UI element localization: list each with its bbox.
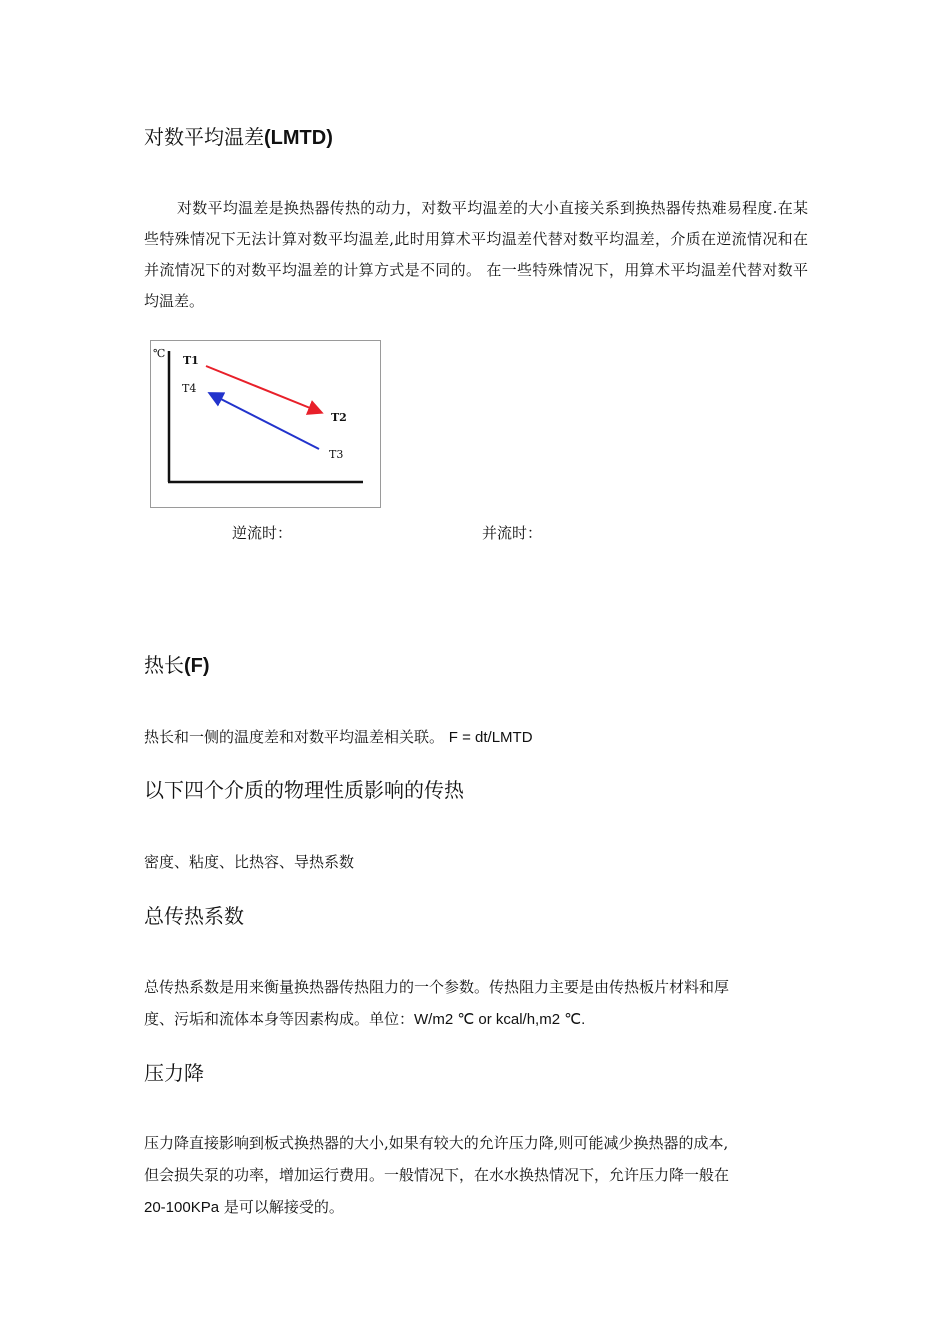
caption-counterflow: 逆流时： <box>232 524 293 542</box>
dp-line-3 <box>144 1197 344 1218</box>
unit-label: ℃ <box>153 347 166 360</box>
lmtd-paragraph: 对数平均温差是换热器传热的动力，对数平均温差的大小直接关系到换热器传热难易程度.在某些特殊情况下无法计算对数平均温差,此时用算术平均温差代替对数平均温差，介质在逆流情况和在并流情况下的对数平均温差的计算方式是不同的。 在一些特殊情况下，用算术平均温差代替对数平均温差。 <box>144 199 808 310</box>
dp-value: 20-100KPa <box>144 1199 220 1216</box>
heading-f <box>144 653 210 678</box>
heading-properties: 以下四个介质的物理性质影响的传热 <box>144 778 464 802</box>
f-formula: F = dt/LMTD <box>448 729 533 746</box>
caption-parallel: 并流时： <box>482 524 543 542</box>
dp-line-2: 但会损失泵的功率，增加运行费用。一般情况下，在水水换热情况下，允许压力降一般在 <box>144 1166 730 1184</box>
f-text-cn: 热长和一侧的温度差和对数平均温差相关联。 <box>144 728 449 746</box>
dp-line-1: 压力降直接影响到板式换热器的大小,如果有较大的允许压力降,则可能减少换热器的成本, <box>144 1134 729 1152</box>
heading-f-cn: 热长 <box>144 653 184 677</box>
cold-stream-line <box>211 394 319 449</box>
heading-u: 总传热系数 <box>144 904 244 928</box>
u-line-2-cn: 度、污垢和流体本身等因素构成。单位： <box>144 1010 415 1028</box>
temperature-diagram-svg <box>151 341 380 507</box>
f-text <box>144 727 533 748</box>
temperature-diagram <box>150 340 381 508</box>
u-line-2 <box>144 1009 585 1030</box>
heading-lmtd-latin: (LMTD) <box>264 127 333 149</box>
label-t2: T2 <box>331 411 347 424</box>
properties-text: 密度、粘度、比热容、导热系数 <box>144 853 355 871</box>
label-t3: T3 <box>329 448 344 461</box>
dp-line-3-cn: 是可以解接受的。 <box>219 1198 344 1216</box>
heading-pressure-drop: 压力降 <box>144 1061 204 1085</box>
label-t4: T4 <box>182 382 197 395</box>
heading-lmtd-cn: 对数平均温差 <box>144 125 264 149</box>
heading-f-latin: (F) <box>184 655 210 677</box>
u-line-1: 总传热系数是用来衡量换热器传热阻力的一个参数。传热阻力主要是由传热板片材料和厚 <box>144 978 730 996</box>
heading-lmtd <box>144 125 333 150</box>
hot-stream-line <box>206 366 320 412</box>
label-t1: T1 <box>183 354 199 367</box>
u-units: W/m2 ℃ or kcal/h,m2 ℃. <box>414 1011 586 1028</box>
